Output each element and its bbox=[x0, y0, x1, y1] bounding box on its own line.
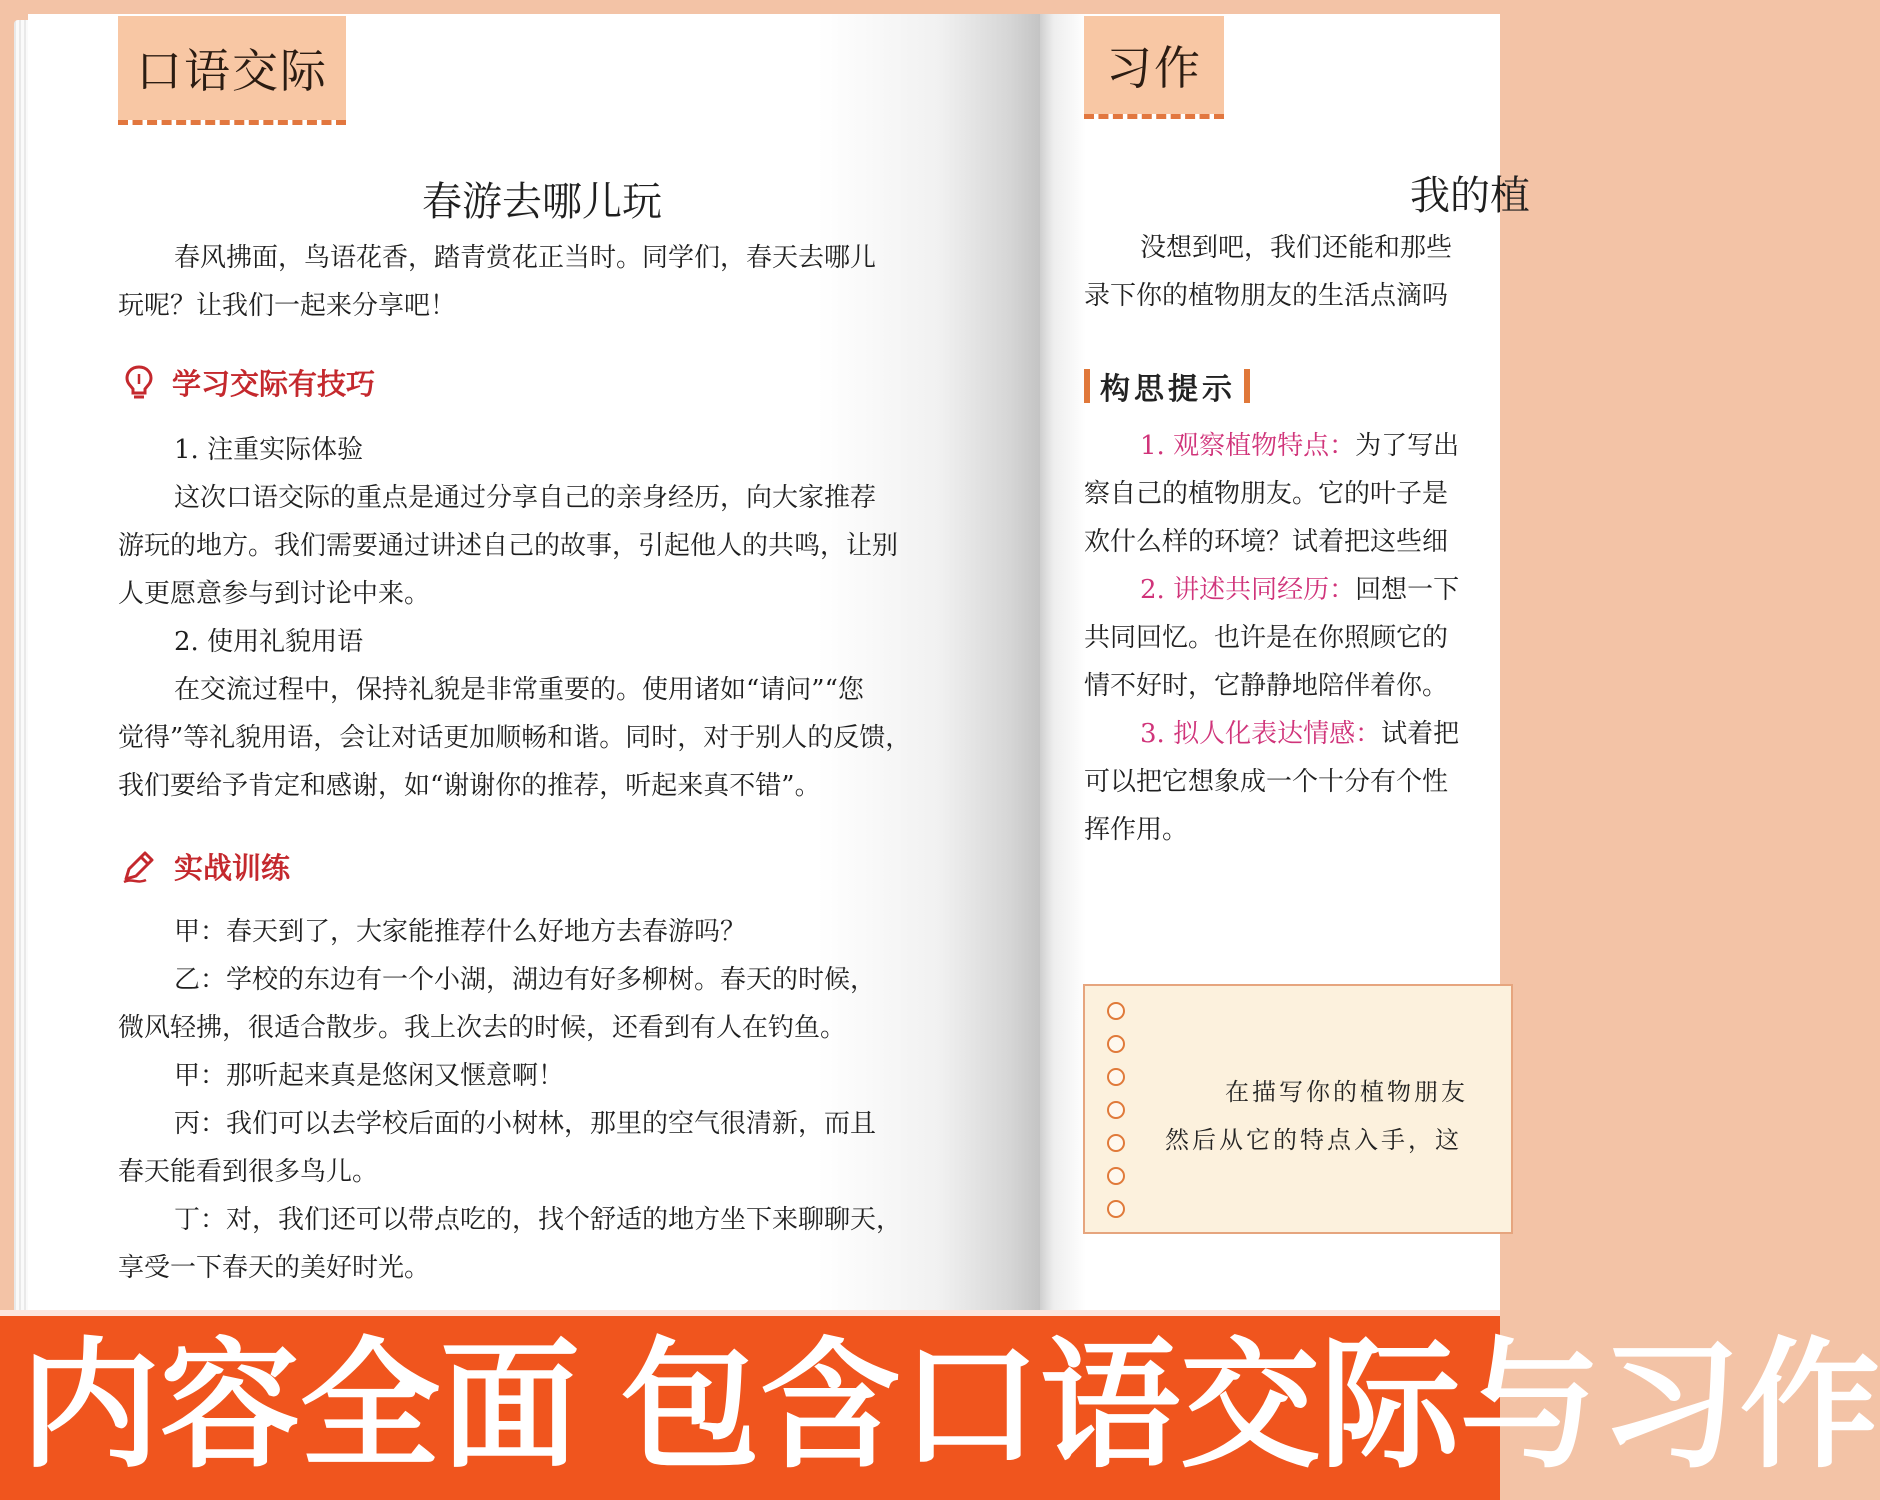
hint-heading-label: 构思提示 bbox=[1100, 372, 1236, 407]
tips-heading-label: 学习交际有技巧 bbox=[172, 367, 376, 401]
right-section-tab: 习作 bbox=[1084, 16, 1224, 114]
ring-binder-icon bbox=[1107, 1101, 1125, 1119]
right-page-title: 我的植 bbox=[1410, 173, 1530, 219]
practice-heading-label: 实战训练 bbox=[174, 851, 291, 885]
pen-icon bbox=[120, 849, 156, 885]
right-tab-underline bbox=[1084, 114, 1224, 119]
left-page-title: 春游去哪儿玩 bbox=[422, 179, 662, 225]
right-intro: 没想到吧，我们还能和那些 录下你的植物朋友的生活点滴吗 bbox=[1084, 233, 1453, 311]
note-line-2: 然后从它的特点入手，这 bbox=[1165, 1126, 1462, 1154]
note-line-1: 在描写你的植物朋友 bbox=[1225, 1078, 1468, 1106]
ring-binder-icon bbox=[1107, 1200, 1125, 1218]
ring-binder-icon bbox=[1107, 1002, 1125, 1020]
hints-body: 1. 观察植物特点：为了写出 察自己的植物朋友。它的叶子是 欢什么样的环境？试着把这些细 2. 讲述共同经历：回想一下 共同回忆。也许是在你照顾它的 情不好时，它静静地陪伴着你。 3. 拟人化表达情感：试着把 可以把它想象成一个十分有个性 挥作用。 bbox=[1084, 431, 1460, 845]
left-tab-underline bbox=[118, 120, 346, 125]
banner-part-2: 包含口语交际与习作 bbox=[620, 1325, 1880, 1488]
ring-binder-icon bbox=[1107, 1167, 1125, 1185]
ring-binder-icon bbox=[1107, 1035, 1125, 1053]
banner-top-line bbox=[0, 1310, 1500, 1316]
left-intro: 春风拂面，鸟语花香，踏青赏花正当时。同学们，春天去哪儿 玩呢？让我们一起来分享吧！ bbox=[118, 243, 877, 321]
dialogue-body: 甲：春天到了，大家能推荐什么好地方去春游吗？ 乙：学校的东边有一个小湖，湖边有好多柳树。春天的时候， 微风轻拂，很适合散步。我上次去的时候，还看到有人在钓鱼。 甲：那听起来真是悠闲又惬意啊！ 丙：我们可以去学校后面的小树林，那里的空气很清新，而且 春天能看到很多鸟儿。 丁：对，我们还可以带点吃的，找个舒适的地方坐下来聊聊天， 享受一下春天的美好时光。 bbox=[118, 917, 903, 1283]
hint2-label: 2. 讲述共同经历： bbox=[1140, 575, 1356, 605]
banner-text bbox=[20, 1325, 1880, 1488]
heading-bar-left bbox=[1084, 369, 1090, 403]
lightbulb-icon bbox=[124, 364, 154, 402]
banner-part-1: 内容全面 bbox=[20, 1325, 581, 1488]
hint3-label: 3. 拟人化表达情感： bbox=[1140, 719, 1382, 749]
hint1-label: 1. 观察植物特点： bbox=[1140, 431, 1356, 461]
practice-heading bbox=[120, 846, 290, 887]
ring-binder-icon bbox=[1107, 1134, 1125, 1152]
left-section-tab: 口语交际 bbox=[118, 16, 346, 120]
ring-binder-icon bbox=[1107, 1068, 1125, 1086]
promo-banner bbox=[0, 1310, 1880, 1500]
note-card bbox=[1083, 984, 1513, 1234]
tips-body: 1. 注重实际体验 这次口语交际的重点是通过分享自己的亲身经历，向大家推荐 游玩的地方。我们需要通过讲述自己的故事，引起他人的共鸣，让别 人更愿意参与到讨论中来。 2. 使用礼貌用语 在交流过程中，保持礼貌是非常重要的。使用诸如“请问”“您 觉得”等礼貌用语，会让对话更加顺畅和谐。同时，对于别人的反馈， 我们要给予肯定和感谢，如“谢谢你的推荐，听起来真不错”。 bbox=[118, 435, 912, 801]
tips-heading bbox=[124, 362, 375, 403]
hint-heading bbox=[1084, 364, 1250, 408]
heading-bar-right bbox=[1244, 369, 1250, 403]
